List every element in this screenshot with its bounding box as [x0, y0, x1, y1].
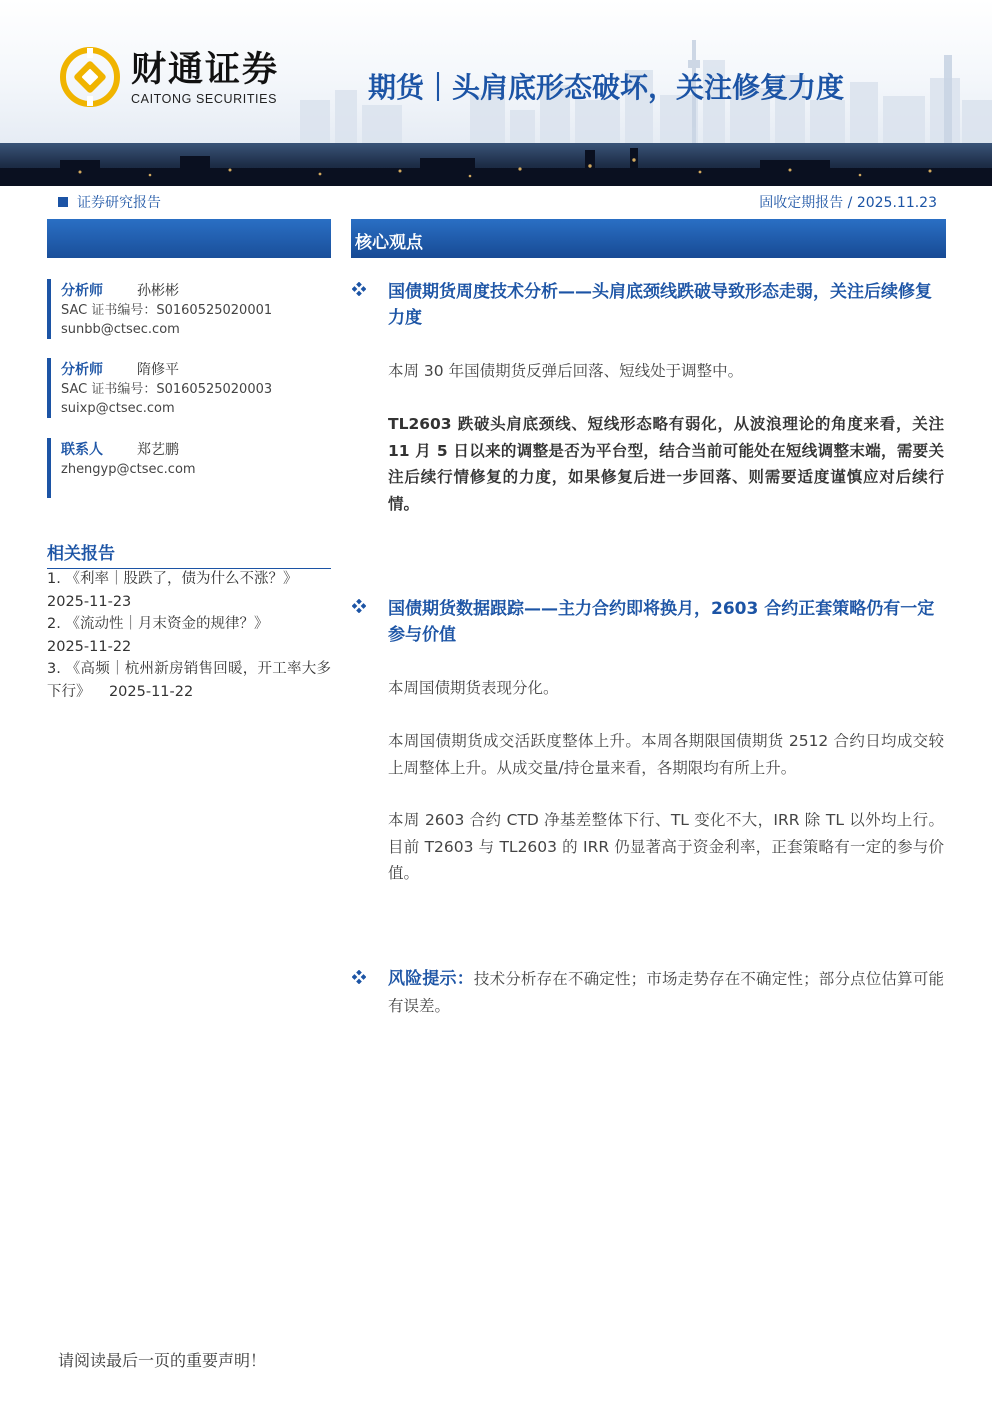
- section-paragraph-bold: TL2603 跌破头肩底颈线、短线形态略有弱化，从波浪理论的角度来看，关注 11 月 5 日以来的调整是否为平台型，结合当前可能处在短线调整末端，需要关注后续行情修复的力度，如果修复后进一步回落、则需要适度谨慎应对后续行情。: [388, 415, 944, 513]
- report-category-date: 固收定期报告 / 2025.11.23: [759, 195, 937, 211]
- risk-label: 风险提示：: [388, 969, 474, 989]
- caitong-logo-icon: [60, 46, 120, 108]
- analyst-name: 隋修平: [137, 362, 179, 378]
- brand-name-cn: 财通证券: [131, 50, 280, 90]
- contact-card: [47, 438, 331, 498]
- related-report-title[interactable]: 2. 《流动性｜月末资金的规律？》: [47, 616, 269, 632]
- analyst-accent-bar: [47, 358, 51, 418]
- analyst-cert: SAC 证书编号：S0160525020001: [61, 303, 273, 318]
- analyst-cert: SAC 证书编号：S0160525020003: [61, 382, 273, 397]
- core-views-header: [351, 219, 946, 258]
- diamond-bullet-icon: [352, 970, 366, 984]
- report-title: 期货｜头肩底形态破坏，关注修复力度: [368, 71, 845, 104]
- section-title: 国债期货周度技术分析——头肩底颈线跌破导致形态走弱，关注后续修复力度: [388, 282, 932, 328]
- contact-accent-bar: [47, 438, 51, 498]
- diamond-bullet-icon: [352, 282, 366, 296]
- related-report-date: 2025-11-23: [47, 593, 132, 610]
- related-report-date: 2025-11-22: [47, 638, 132, 655]
- analyst-name: 孙彬彬: [137, 283, 179, 299]
- analyst-card: [47, 358, 331, 418]
- doc-type-text: 证券研究报告: [77, 195, 161, 211]
- analyst-card: [47, 279, 331, 339]
- analyst-role: 分析师: [61, 283, 103, 299]
- square-bullet-icon: [58, 197, 68, 207]
- analyst-email[interactable]: suixp@ctsec.com: [61, 401, 175, 416]
- analyst-email[interactable]: sunbb@ctsec.com: [61, 322, 180, 337]
- related-report-item[interactable]: [47, 568, 331, 613]
- related-reports-list: [47, 568, 331, 703]
- related-report-title[interactable]: 1. 《利率｜股跌了，债为什么不涨？》: [47, 571, 298, 587]
- contact-role: 联系人: [61, 442, 103, 458]
- header-banner: [0, 0, 992, 186]
- analyst-role: 分析师: [61, 362, 103, 378]
- section-paragraph: 本周国债期货表现分化。: [388, 679, 559, 697]
- contact-name: 郑艺鹏: [137, 442, 179, 458]
- section-title: 国债期货数据跟踪——主力合约即将换月，2603 合约正套策略仍有一定参与价值: [388, 599, 935, 645]
- risk-text: 技术分析存在不确定性；市场走势存在不确定性；部分点位估算可能有误差。: [388, 970, 944, 1015]
- related-report-title[interactable]: 3. 《高频｜杭州新房销售回暖，开工率大多下行》: [47, 661, 331, 700]
- analyst-accent-bar: [47, 279, 51, 339]
- doc-type-label: [58, 192, 161, 212]
- risk-paragraph: [388, 966, 944, 1019]
- brand-name-en: CAITONG SECURITIES: [131, 92, 278, 106]
- related-report-date: 2025-11-22: [108, 683, 194, 700]
- related-report-item[interactable]: [47, 613, 331, 658]
- section-paragraph: 本周 2603 合约 CTD 净基差整体下行、TL 变化不大，IRR 除 TL 以外均上行。目前 T2603 与 TL2603 的 IRR 仍显著高于资金利率，正套策略有一定的参与价值。: [388, 811, 944, 882]
- core-views-heading: 核心观点: [355, 233, 423, 253]
- sidebar-header-band: [47, 219, 331, 258]
- diamond-bullet-icon: [352, 599, 366, 613]
- section-paragraph: 本周国债期货成交活跃度整体上升。本周各期限国债期货 2512 合约日均成交较上周整体上升。从成交量/持仓量来看，各期限均有所上升。: [388, 732, 944, 777]
- section-paragraph: 本周 30 年国债期货反弹后回落、短线处于调整中。: [388, 362, 744, 380]
- related-report-item[interactable]: [47, 658, 331, 703]
- footer-disclaimer: 请阅读最后一页的重要声明！: [58, 1351, 267, 1370]
- contact-email[interactable]: zhengyp@ctsec.com: [61, 462, 196, 477]
- related-reports-title: 相关报告: [47, 544, 115, 564]
